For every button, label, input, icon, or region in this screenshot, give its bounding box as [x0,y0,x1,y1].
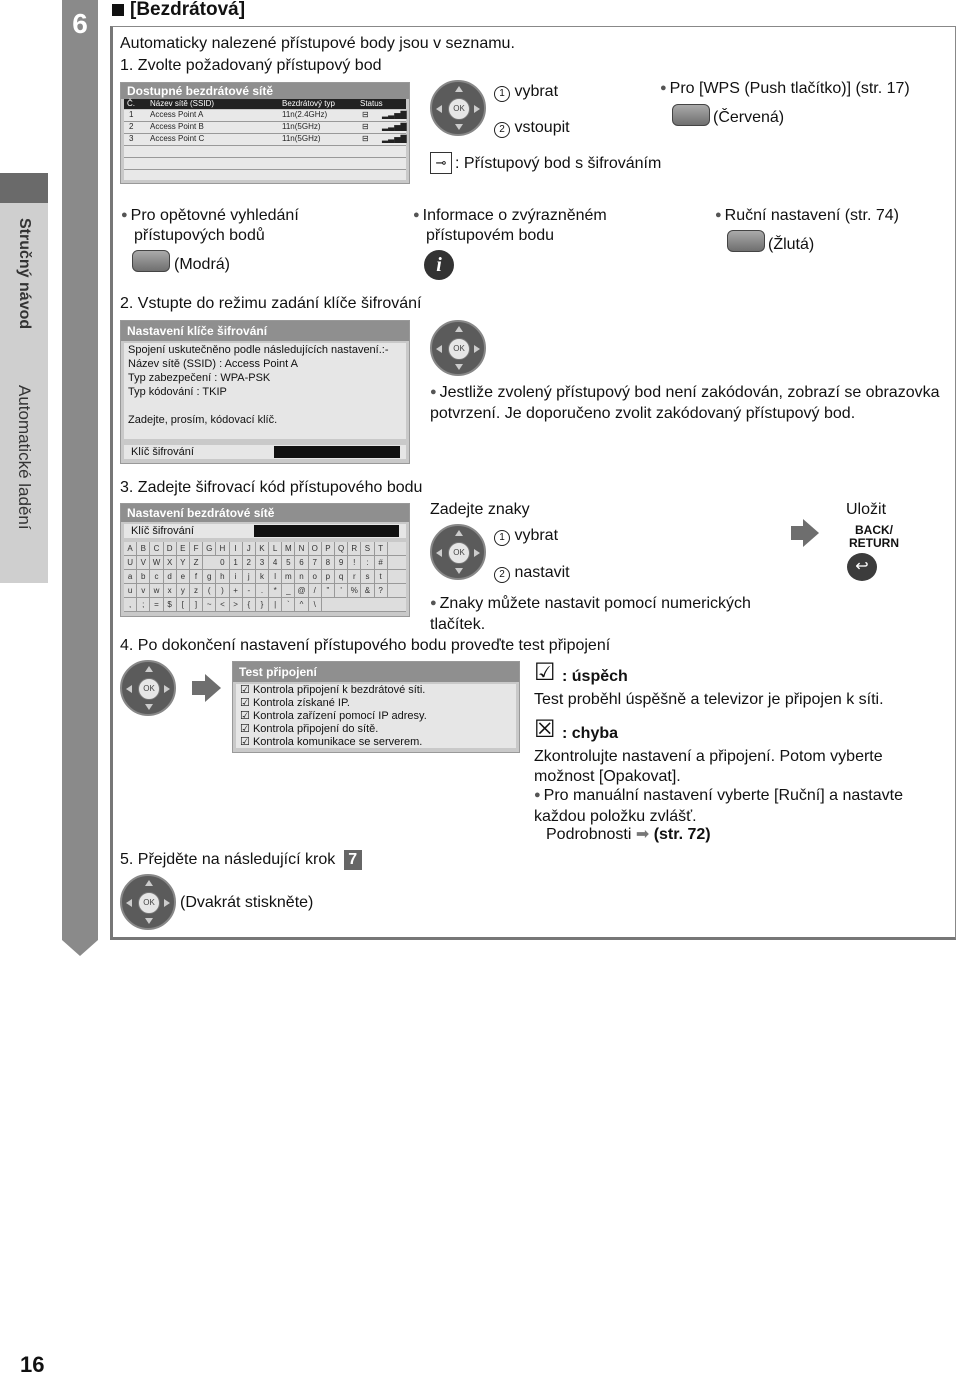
keyboard-key[interactable]: G [203,542,216,555]
keyboard-key[interactable]: , [124,598,137,611]
signal-icon: ▂▃▅▇ [382,134,407,143]
keyboard-key[interactable]: $ [164,598,177,611]
keyboard-rows [124,542,406,609]
save-label: Uložit [846,501,887,518]
key-panel-title: Nastavení klíče šifrování [121,321,409,341]
yellow-label: (Žlutá) [768,236,815,253]
ap-table-panel [120,82,410,184]
keyboard-key[interactable]: E [177,542,190,555]
col-status: Status [360,99,383,108]
col-type: Bezdrátový typ [282,99,335,108]
keyboard-key[interactable]: . [256,584,269,597]
keyboard-key[interactable]: 6 [295,556,308,569]
direction-arrow-icon [164,685,170,693]
keyboard-key[interactable]: c [150,570,163,583]
keyboard-key[interactable]: @ [295,584,308,597]
arrow-right-stem [192,681,206,695]
manual-note: ● Ruční nastavení (str. 74) [715,206,899,227]
keyboard-key[interactable]: V [137,556,150,569]
test-panel [232,661,520,753]
test-item [240,710,516,723]
details-label: Podrobnosti [546,826,632,843]
arrow-right-stem [791,526,805,540]
keyboard-key[interactable]: D [164,542,177,555]
red-label: (Červená) [713,109,785,126]
test-item-label: Kontrola komunikace se serverem. [252,736,423,748]
keyboard-key[interactable]: k [256,570,269,583]
keyboard-key[interactable]: o [309,570,322,583]
keyboard-key[interactable]: I [230,542,243,555]
ap-row-2[interactable] [124,122,406,134]
wireless-key-input[interactable] [254,525,399,537]
keyboard-key[interactable]: W [150,556,163,569]
keyboard-key[interactable]: i [230,570,243,583]
ok-button: OK [138,678,160,700]
ap-row-1[interactable] [124,110,406,122]
key-line: Typ zabezpečení : WPA-PSK [128,372,271,384]
side-tab-bottom-text: Automatické ladění [15,385,34,530]
keyboard-key[interactable]: r [348,570,361,583]
keyboard-key[interactable]: T [375,542,388,555]
test-panel-title: Test připojení [233,662,519,682]
keyboard-key[interactable]: Q [335,542,348,555]
keyboard-key[interactable]: ( [203,584,216,597]
direction-arrow-icon [455,530,463,536]
direction-arrow-icon [436,105,442,113]
keyboard-key[interactable]: & [361,584,374,597]
research-note-line2: přístupových bodů [134,227,265,244]
back-return-label: BACK/ RETURN [849,523,899,550]
ap-row-ssid: Access Point A [150,110,204,119]
key-line: Zadejte, prosím, kódovací klíč. [128,414,278,426]
keyboard-key[interactable]: l [269,570,282,583]
enter-step [494,118,570,138]
keyboard-key[interactable]: 1 [230,556,243,569]
keyboard-key[interactable]: _ [282,584,295,597]
direction-arrow-icon [436,345,442,353]
wireless-panel-title: Nastavení bezdrátové sítě [121,504,409,522]
details-ref: (str. 72) [653,826,711,843]
keyboard-key[interactable]: z [190,584,203,597]
wireless-panel [120,503,410,617]
step-number: 6 [72,8,88,39]
key-icon: ⊸ [430,152,452,174]
ap-row-type: 11n(2.4GHz) [282,110,328,119]
intro-text: Automaticky nalezené přístupové body jsou v seznamu. [120,35,515,52]
keyboard-key[interactable]: ! [348,556,361,569]
circled-2-icon: 2 [494,567,510,583]
keyboard-key[interactable]: d [164,570,177,583]
key-field-label: Klíč šifrování [131,446,194,458]
keyboard-key[interactable]: M [282,542,295,555]
keyboard-key[interactable]: h [216,570,229,583]
keyboard-key[interactable]: Z [190,556,203,569]
test-item-label: Kontrola připojení do sítě. [252,723,379,735]
keyboard-key[interactable]: A [124,542,137,555]
keyboard-key[interactable]: - [243,584,256,597]
remote-cursor-ok [430,320,486,376]
keyboard-row [124,556,406,570]
keyboard-key[interactable]: ; [137,598,150,611]
circled-1-icon: 1 [494,530,510,546]
key-line [128,399,402,413]
keyboard-key[interactable]: = [150,598,163,611]
keyboard-key[interactable]: y [177,584,190,597]
keyboard-key[interactable]: m [282,570,295,583]
direction-arrow-icon [474,105,480,113]
keyboard-key[interactable]: 2 [243,556,256,569]
keyboard-key[interactable]: x [164,584,177,597]
enter-chars-title: Zadejte znaky [430,501,530,518]
keyboard-key[interactable]: L [269,542,282,555]
remote-cursor-ok [120,874,176,930]
ap-row-ssid: Access Point B [150,122,204,131]
keyboard-key[interactable]: : [361,556,374,569]
info-icon: i [424,250,454,280]
char-keyboard[interactable] [124,542,406,609]
remote-cursor-ok [430,80,486,136]
lock-icon: ⊟ [362,134,369,143]
remote-cursor-ok [120,660,176,716]
fail-label: : chyba [562,725,619,742]
keyboard-key[interactable]: ] [190,598,203,611]
keyboard-key[interactable]: p [322,570,335,583]
keyboard-key[interactable]: b [137,570,150,583]
direction-arrow-icon [455,364,463,370]
keyboard-key[interactable]: g [203,570,216,583]
research-note-line1: ● Pro opětovné vyhledání [121,206,299,227]
key-note: : Přístupový bod s šifrováním [455,155,662,172]
set-step [494,563,570,583]
direction-arrow-icon [145,918,153,924]
col-ssid: Název sítě (SSID) [150,99,215,108]
details-line [546,825,711,845]
ap-row-type: 11n(5GHz) [282,134,321,143]
keyboard-key[interactable]: * [269,584,282,597]
back-return-button-icon: ↩ [847,553,877,581]
keyboard-key[interactable]: w [150,584,163,597]
keyboard-key[interactable]: ) [216,584,229,597]
test-list [236,684,516,748]
remote-cursor-ok [430,524,486,580]
keyboard-row [124,570,406,584]
keyboard-key[interactable]: 0 [216,556,229,569]
checkbox-checked-icon: ☑ [240,697,250,709]
wps-note: ● Pro [WPS (Push tlačítko)] (str. 17) [660,79,910,100]
key-panel-body [124,343,406,439]
keyboard-row [124,584,406,598]
side-tab-top-bar [0,173,48,203]
keyboard-key[interactable]: / [309,584,322,597]
blue-label: (Modrá) [174,256,231,273]
lock-icon: ⊟ [362,122,369,131]
keyboard-key[interactable]: { [243,598,256,611]
success-text: Test proběhl úspěšně a televizor je připojen k síti. [534,691,884,708]
side-tab-top-text: Stručný návod [16,218,33,330]
keyboard-key[interactable]: 4 [269,556,282,569]
ap-row-no: 1 [129,110,134,119]
keyboard-key[interactable]: ~ [203,598,216,611]
select-step-2 [494,526,558,546]
direction-arrow-icon [126,685,132,693]
step1-title: 1. Zvolte požadovaný přístupový bod [120,57,382,74]
ap-row-no: 2 [129,122,134,131]
ap-row-no: 3 [129,134,134,143]
next-step-badge: 7 [344,850,362,870]
keyboard-key[interactable]: B [137,542,150,555]
checkbox-checked-icon: ☑ [240,684,250,696]
ok-button: OK [448,338,470,360]
ap-table-header [124,99,406,109]
keyboard-key[interactable]: X [164,556,177,569]
keyboard-key[interactable]: # [375,556,388,569]
yellow-button-icon [727,230,765,252]
step2-title: 2. Vstupte do režimu zadání klíče šifrování [120,295,422,312]
step5-title [120,850,362,870]
keyboard-key[interactable]: > [230,598,243,611]
info-note-line2: přístupovém bodu [426,227,555,244]
keyboard-key[interactable]: + [230,584,243,597]
checkbox-checked-icon: ☑ [240,736,250,748]
enter-label: vstoupit [514,119,570,136]
direction-arrow-icon [474,345,480,353]
select-label: vybrat [514,527,559,544]
keyboard-key[interactable]: " [322,584,335,597]
success-label: : úspěch [562,668,628,685]
keyboard-key[interactable]: v [137,584,150,597]
direction-arrow-icon [145,666,153,672]
keyboard-key[interactable]: % [348,584,361,597]
test-item-label: Kontrola zařízení pomocí IP adresy. [252,710,427,722]
success-icon: ☑ [534,659,556,686]
keyboard-key[interactable]: K [256,542,269,555]
arrow-right-icon [205,674,221,702]
signal-icon: ▂▃▅▇ [382,122,407,131]
fail-icon: ☒ [534,716,556,743]
press-twice: (Dvakrát stiskněte) [180,894,314,911]
keyboard-key[interactable]: s [361,570,374,583]
direction-arrow-icon [455,86,463,92]
ap-empty-row [124,146,406,158]
key-line: Spojení uskutečněno podle následujících nastavení.:- [128,344,389,356]
keyboard-key[interactable]: H [216,542,229,555]
keyboard-key[interactable]: \ [309,598,322,611]
direction-arrow-icon [436,549,442,557]
step3-title: 3. Zadejte šifrovací kód přístupového bodu [120,479,423,496]
keyboard-key[interactable]: F [190,542,203,555]
circled-2-icon: 2 [494,122,510,138]
key-line: Typ kódování : TKIP [128,386,227,398]
keyboard-key[interactable]: N [295,542,308,555]
step5-text: 5. Přejděte na následující krok [120,851,336,868]
direction-arrow-icon [474,549,480,557]
keyboard-key[interactable]: < [216,598,229,611]
key-input[interactable] [274,446,400,458]
keyboard-key[interactable]: ? [375,584,388,597]
keyboard-key[interactable]: ' [335,584,348,597]
checkbox-checked-icon: ☑ [240,723,250,735]
blue-button-icon [132,250,170,272]
ap-empty-row [124,170,406,180]
arrow-right-icon [803,519,819,547]
test-item [240,684,516,697]
circled-1-icon: 1 [494,86,510,102]
direction-arrow-icon [455,124,463,130]
col-no: Č. [127,99,135,108]
checkbox-checked-icon: ☑ [240,710,250,722]
direction-arrow-icon [164,899,170,907]
key-line: Název sítě (SSID) : Access Point A [128,358,298,370]
ap-table-title: Dostupné bezdrátové sítě [121,83,409,99]
unencrypted-note: ● Jestliže zvolený přístupový bod není zakódován, zobrazí se obrazovka potvrzení. Je doporučeno zvolit zakódovaný přístupový bod. [430,383,950,424]
step-column [62,0,98,940]
arrow-right-icon: ➡ [635,826,650,843]
ok-button: OK [448,98,470,120]
test-item [240,723,516,736]
page-number: 16 [20,1352,45,1377]
step-column-tip [62,940,98,956]
keyboard-key[interactable]: t [375,570,388,583]
ok-button: OK [448,542,470,564]
keyboard-key[interactable]: n [295,570,308,583]
keyboard-key[interactable]: 5 [282,556,295,569]
test-item-label: Kontrola připojení k bezdrátové síti. [252,684,426,696]
keyboard-key[interactable]: O [309,542,322,555]
key-panel [120,320,410,464]
keyboard-key[interactable]: 3 [256,556,269,569]
step4-title: 4. Po dokončení nastavení přístupového bodu proveďte test připojení [120,637,611,654]
direction-arrow-icon [126,899,132,907]
ap-row-3[interactable] [124,134,406,146]
red-button-icon [672,104,710,126]
keyboard-key[interactable]: 9 [335,556,348,569]
keyboard-key[interactable]: C [150,542,163,555]
wireless-field-label: Klíč šifrování [131,525,194,537]
keyboard-key[interactable]: ` [282,598,295,611]
keyboard-key[interactable]: | [269,598,282,611]
side-tab [0,203,48,583]
keyboard-key[interactable]: j [243,570,256,583]
keyboard-key[interactable]: J [243,542,256,555]
fail-text: Zkontrolujte nastavení a připojení. Potom vyberte možnost [Opakovat]. [534,748,883,785]
test-item [240,697,516,710]
keyboard-key[interactable]: a [124,570,137,583]
direction-arrow-icon [455,326,463,332]
keyboard-row [124,542,406,556]
ap-row-ssid: Access Point C [150,134,205,143]
signal-icon: ▂▃▅▇ [382,110,407,119]
keyboard-key[interactable]: P [322,542,335,555]
keyboard-key[interactable]: } [256,598,269,611]
set-label: nastavit [514,564,570,581]
manual-hint: ● Pro manuální nastavení vyberte [Ruční] a nastavte každou položku zvlášť. [534,786,934,827]
keyboard-key[interactable]: Y [177,556,190,569]
keyboard-key[interactable]: [ [177,598,190,611]
keyboard-key[interactable]: u [124,584,137,597]
keyboard-key[interactable]: e [177,570,190,583]
ap-row-type: 11n(5GHz) [282,122,321,131]
keyboard-row [124,598,406,612]
info-note-line1: ● Informace o zvýrazněném [413,206,607,227]
keyboard-key[interactable]: R [348,542,361,555]
select-label: vybrat [514,83,559,100]
keyboard-key[interactable]: U [124,556,137,569]
key-field-row [124,445,406,459]
ap-empty-row [124,158,406,170]
section-title: [Bezdrátová] [130,0,246,20]
wireless-field-row [124,524,406,538]
ok-button: OK [138,892,160,914]
lock-icon: ⊟ [362,110,369,119]
direction-arrow-icon [455,568,463,574]
select-step [494,82,558,102]
section-marker [112,4,124,16]
keyboard-key[interactable]: ^ [295,598,308,611]
direction-arrow-icon [145,880,153,886]
test-item [240,736,516,749]
keyboard-key[interactable]: 8 [322,556,335,569]
keyboard-key[interactable]: f [190,570,203,583]
test-item-label: Kontrola získané IP. [252,697,350,709]
keyboard-key[interactable]: q [335,570,348,583]
direction-arrow-icon [145,704,153,710]
numeric-note: ● Znaky můžete nastavit pomocí numerických tlačítek. [430,594,790,635]
keyboard-key[interactable]: S [361,542,374,555]
keyboard-key[interactable]: 7 [309,556,322,569]
